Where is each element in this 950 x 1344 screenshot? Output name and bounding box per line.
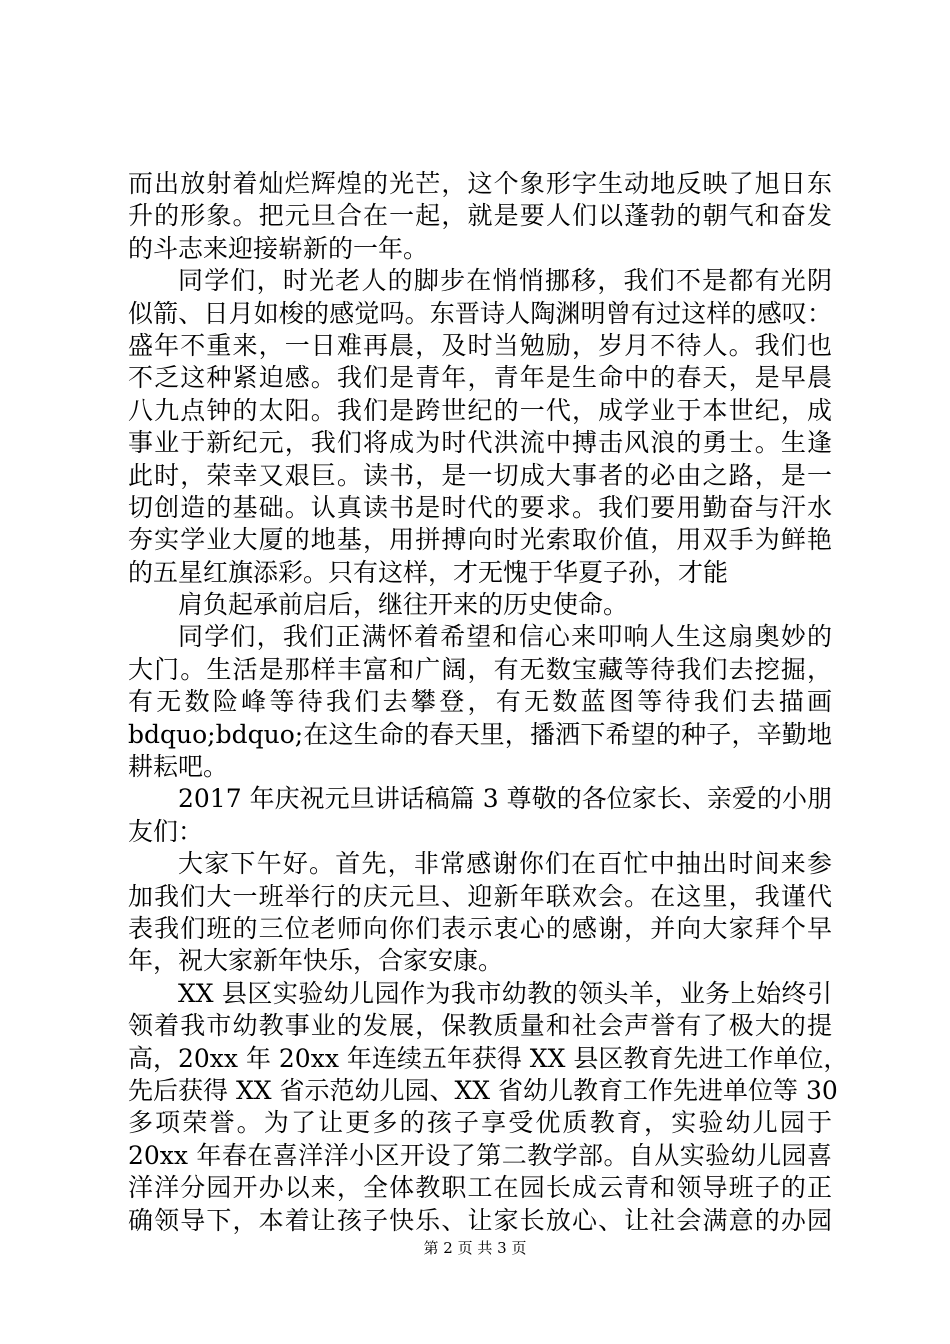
- text-line: 确领导下，本着让孩子快乐、让家长放心、让社会满意的办园: [128, 1205, 832, 1235]
- page-number-label: 第 2 页 共 3 页: [423, 1239, 527, 1257]
- text-line: 盛年不重来，一日难再晨，及时当勉励，岁月不待人。我们也: [128, 330, 832, 360]
- text-line: XX 县区实验幼儿园作为我市幼教的领头羊，业务上始终引: [178, 978, 832, 1008]
- text-line: 20xx 年春在喜洋洋小区开设了第二教学部。自从实验幼儿园喜: [128, 1140, 832, 1170]
- text-line: 洋洋分园开办以来，全体教职工在园长成云青和领导班子的正: [128, 1173, 832, 1203]
- text-line: 切创造的基础。认真读书是时代的要求。我们要用勤奋与汗水: [128, 492, 832, 522]
- text-line: 高，20xx 年 20xx 年连续五年获得 XX 县区教育先进工作单位，: [128, 1043, 849, 1073]
- text-line: 领着我市幼教事业的发展，保教质量和社会声誉有了极大的提: [128, 1011, 832, 1041]
- text-line: 事业于新纪元，我们将成为时代洪流中搏击风浪的勇士。生逢: [128, 428, 832, 458]
- text-line: 表我们班的三位老师向你们表示衷心的感谢，并向大家拜个早: [128, 913, 832, 943]
- text-line: 多项荣誉。为了让更多的孩子享受优质教育，实验幼儿园于: [128, 1108, 832, 1138]
- text-line: 而出放射着灿烂辉煌的光芒，这个象形字生动地反映了旭日东: [128, 169, 832, 198]
- text-line: 2017 年庆祝元旦讲话稿篇 3 尊敬的各位家长、亲爱的小朋: [178, 784, 832, 814]
- text-line: 大门。生活是那样丰富和广阔，有无数宝藏等待我们去挖掘，: [128, 654, 832, 684]
- page-footer: [0, 1238, 950, 1258]
- text-line: 八九点钟的太阳。我们是跨世纪的一代，成学业于本世纪，成: [128, 395, 832, 425]
- text-line: 的斗志来迎接崭新的一年。: [128, 233, 429, 263]
- text-line: 加我们大一班举行的庆元旦、迎新年联欢会。在这里，我谨代: [128, 881, 832, 911]
- text-line: 有无数险峰等待我们去攀登，有无数蓝图等待我们去描画: [128, 687, 832, 717]
- text-line: 先后获得 XX 省示范幼儿园、XX 省幼儿教育工作先进单位等 30: [128, 1075, 838, 1105]
- text-line: 不乏这种紧迫感。我们是青年，青年是生命中的春天，是早晨: [128, 363, 832, 393]
- text-line: 同学们，我们正满怀着希望和信心来叩响人生这扇奥妙的: [178, 622, 832, 652]
- text-line: 夯实学业大厦的地基，用拼搏向时光索取价值，用双手为鲜艳: [128, 525, 832, 555]
- text-line: bdquo;bdquo;在这生命的春天里，播洒下希望的种子，辛勤地: [128, 719, 832, 749]
- text-line: 升的形象。把元旦合在一起，就是要人们以蓬勃的朝气和奋发: [128, 201, 832, 231]
- text-line: 大家下午好。首先，非常感谢你们在百忙中抽出时间来参: [178, 849, 832, 879]
- text-line: 友们：: [128, 816, 204, 846]
- text-line: 的五星红旗添彩。只有这样，才无愧于华夏子孙，才能: [128, 557, 729, 587]
- text-line: 耕耘吧。: [128, 752, 229, 782]
- text-line: 此时，荣幸又艰巨。读书，是一切成大事者的必由之路，是一: [128, 460, 832, 490]
- text-line: 年，祝大家新年快乐，合家安康。: [128, 946, 504, 976]
- text-line: 肩负起承前启后，继往开来的历史使命。: [178, 590, 629, 620]
- document-body: [128, 168, 849, 1237]
- text-line: 同学们，时光老人的脚步在悄悄挪移，我们不是都有光阴: [178, 266, 832, 296]
- text-line: 似箭、日月如梭的感觉吗。东晋诗人陶渊明曾有过这样的感叹：: [128, 298, 832, 328]
